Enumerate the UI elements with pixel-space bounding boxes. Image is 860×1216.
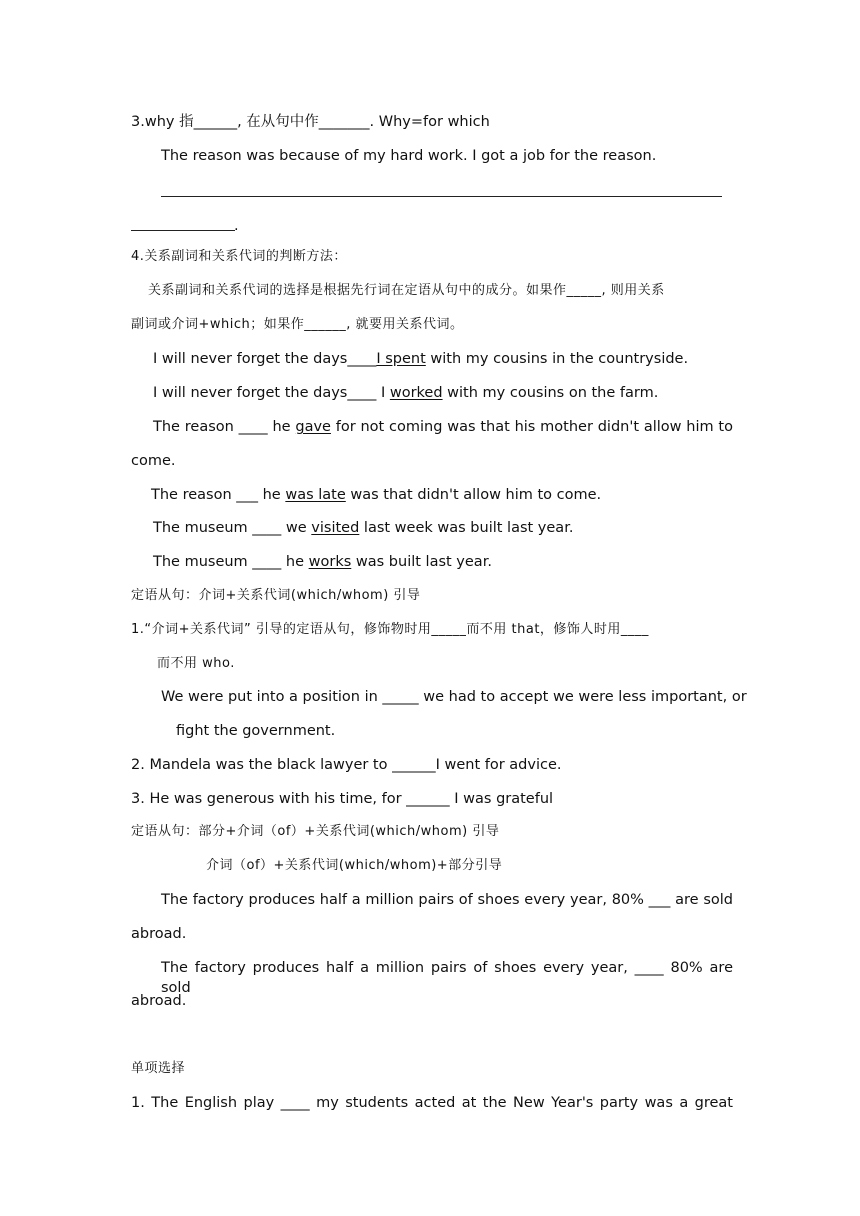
example-reason-gave: The reason ____ he gave for not coming was that his mother didn't allow him to xyxy=(153,419,733,435)
line-why-rule: 3.why 指______, 在从句中作_______. Why=for which xyxy=(131,114,490,130)
example-days-worked: I will never forget the days____ I worked with my cousins on the farm. xyxy=(153,385,659,401)
section-subheading-prep-part: 介词（of）+关系代词(which/whom)+部分引导 xyxy=(206,858,503,873)
example-position: We were put into a position in _____ we had to accept we were less important, or xyxy=(161,689,747,705)
section-heading-multiple-choice: 单项选择 xyxy=(131,1061,186,1076)
rule-explanation-line1: 关系副词和关系代词的选择是根据先行词在定语从句中的成分。如果作_____, 则用关系 xyxy=(148,283,665,298)
answer-blank-line-continued xyxy=(131,230,235,231)
line-reason-example: The reason was because of my hard work. I got a job for the reason. xyxy=(161,148,657,164)
example-reason-late: The reason ___ he was late was that didn't allow him to come. xyxy=(151,487,602,503)
answer-blank-line xyxy=(161,196,722,197)
answer-blank-period: . xyxy=(234,218,239,234)
question-1: 1. The English play ____ my students acted at the New Year's party was a great xyxy=(131,1095,733,1111)
example-factory-1-cont: abroad. xyxy=(131,926,187,942)
rule-prep-pronoun-line2: 而不用 who. xyxy=(157,656,235,671)
section-heading-prep-pronoun: 定语从句：介词+关系代词(which/whom) 引导 xyxy=(131,588,421,603)
example-museum-visited: The museum ____ we visited last week was built last year. xyxy=(153,520,574,536)
section-heading-judgment: 4.关系副词和关系代词的判断方法： xyxy=(131,249,347,264)
example-museum-works: The museum ____ he works was built last year. xyxy=(153,554,492,570)
exercise-mandela: 2. Mandela was the black lawyer to ______I went for advice. xyxy=(131,757,562,773)
exercise-generous: 3. He was generous with his time, for ______ I was grateful xyxy=(131,791,554,807)
example-position-cont: fight the government. xyxy=(176,723,336,739)
rule-explanation-line2: 副词或介词+which；如果作______, 就要用关系代词。 xyxy=(131,317,464,332)
example-factory-1: The factory produces half a million pairs of shoes every year, 80% ___ are sold xyxy=(161,892,733,908)
example-days-spent: I will never forget the days____I spent with my cousins in the countryside. xyxy=(153,351,689,367)
example-reason-gave-cont: come. xyxy=(131,453,176,469)
example-factory-2: The factory produces half a million pairs of shoes every year, ____ 80% are sold xyxy=(161,960,733,996)
example-factory-2-cont: abroad. xyxy=(131,993,187,1009)
rule-prep-pronoun-line1: 1.“介词+关系代词” 引导的定语从句，修饰物时用_____而不用 that，修饰人时用____ xyxy=(131,622,649,637)
section-heading-part-prep: 定语从句：部分+介词（of）+关系代词(which/whom) 引导 xyxy=(131,824,500,839)
